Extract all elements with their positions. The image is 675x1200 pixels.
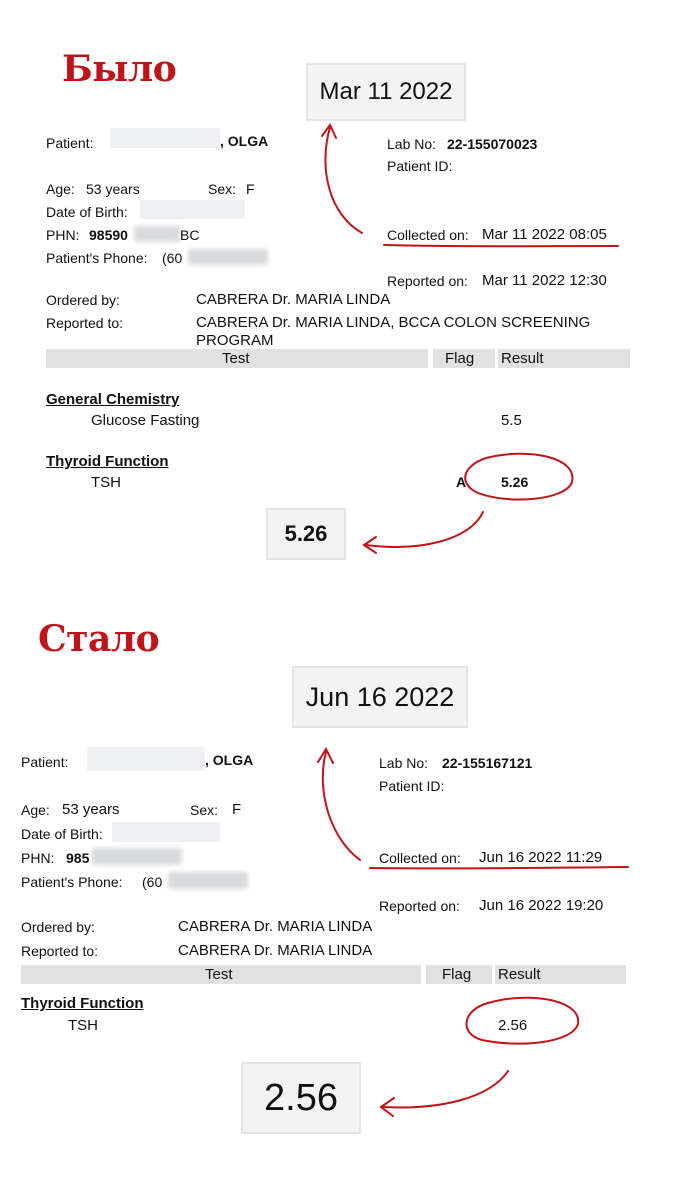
before-collected-underline bbox=[384, 245, 618, 246]
before-section-general-chemistry: General Chemistry bbox=[46, 391, 180, 408]
after-dob-redaction bbox=[112, 822, 220, 842]
after-phn: 985 bbox=[66, 850, 90, 866]
before-phn: 98590 bbox=[89, 227, 128, 243]
before-result-arrowhead bbox=[364, 537, 376, 553]
after-date-arrow bbox=[323, 752, 360, 860]
after-phone-label: Patient's Phone: bbox=[21, 874, 123, 890]
after-result-arrowhead bbox=[381, 1098, 394, 1116]
after-patient-id-label: Patient ID: bbox=[379, 778, 445, 794]
after-reported-to-label: Reported to: bbox=[21, 943, 99, 959]
after-col-flag: Flag bbox=[442, 966, 472, 983]
after-col-flag-bar bbox=[426, 965, 492, 984]
after-col-test-bar bbox=[21, 965, 421, 984]
after-age: 53 years bbox=[62, 801, 120, 818]
before-age-label: Age: bbox=[46, 181, 75, 197]
after-date-callout-text: Jun 16 2022 bbox=[305, 681, 455, 712]
after-patient-label: Patient: bbox=[21, 754, 69, 770]
before-ordered-by-label: Ordered by: bbox=[46, 292, 120, 308]
after-result-callout-text: 2.56 bbox=[264, 1076, 338, 1119]
before-reported-label: Reported on: bbox=[387, 273, 468, 289]
before-phone-redaction bbox=[188, 249, 268, 265]
after-patient-name: , OLGA bbox=[205, 752, 254, 768]
after-age-label: Age: bbox=[21, 802, 50, 818]
before-result-callout bbox=[266, 508, 346, 560]
after-lab-no: 22-155167121 bbox=[442, 755, 533, 771]
before-reported-to-cont: PROGRAM bbox=[196, 332, 274, 349]
before-reported: Mar 11 2022 12:30 bbox=[482, 272, 607, 289]
before-ordered-by: CABRERA Dr. MARIA LINDA bbox=[196, 291, 391, 308]
after-test-tsh: TSH bbox=[68, 1017, 98, 1034]
before-phn-redaction bbox=[134, 226, 180, 242]
before-date-callout-text: Mar 11 2022 bbox=[319, 78, 453, 105]
before-result-callout-text: 5.26 bbox=[284, 521, 328, 546]
before-col-flag: Flag bbox=[445, 350, 475, 367]
after-phone: (60 bbox=[142, 874, 163, 890]
after-col-result-bar bbox=[495, 965, 626, 984]
before-phone: (60 bbox=[162, 250, 183, 266]
before-date-callout bbox=[306, 63, 466, 121]
before-result-tsh: 5.26 bbox=[501, 474, 529, 490]
after-section-thyroid: Thyroid Function bbox=[21, 995, 144, 1012]
after-reported-to: CABRERA Dr. MARIA LINDA bbox=[178, 942, 373, 959]
after-ordered-by-label: Ordered by: bbox=[21, 919, 95, 935]
before-date-arrowhead bbox=[322, 125, 336, 138]
after-collected-underline bbox=[370, 867, 628, 868]
after-ordered-by: CABRERA Dr. MARIA LINDA bbox=[178, 918, 373, 935]
before-lab-no-label: Lab No: bbox=[387, 136, 437, 152]
before-lab-no: 22-155070023 bbox=[447, 136, 538, 152]
after-col-test: Test bbox=[205, 966, 233, 983]
before-reported-to: CABRERA Dr. MARIA LINDA, BCCA COLON SCREENING bbox=[196, 314, 591, 331]
after-heading: Стало bbox=[38, 618, 160, 660]
before-dob-label: Date of Birth: bbox=[46, 204, 128, 220]
before-heading: Было bbox=[62, 48, 177, 90]
before-patient-name: , OLGA bbox=[220, 133, 269, 149]
before-collected: Mar 11 2022 08:05 bbox=[482, 226, 607, 243]
before-sex: F bbox=[246, 181, 255, 197]
before-section-thyroid: Thyroid Function bbox=[46, 453, 169, 470]
after-sex-label: Sex: bbox=[190, 802, 219, 818]
before-test-tsh: TSH bbox=[91, 474, 121, 491]
after-sex: F bbox=[232, 801, 242, 818]
after-phn-label: PHN: bbox=[21, 850, 55, 866]
after-result-arrow bbox=[384, 1071, 508, 1107]
after-collected-label: Collected on: bbox=[379, 850, 461, 866]
after-phone-redaction bbox=[168, 872, 248, 889]
before-patient-redaction bbox=[110, 128, 220, 148]
after-reported-label: Reported on: bbox=[379, 898, 460, 914]
before-collected-label: Collected on: bbox=[387, 227, 469, 243]
before-result-glucose: 5.5 bbox=[501, 412, 522, 429]
before-date-arrow bbox=[325, 127, 362, 233]
before-result-arrow bbox=[366, 512, 483, 547]
before-dob-redaction bbox=[140, 200, 245, 219]
before-col-result: Result bbox=[501, 350, 544, 367]
after-lab-no-label: Lab No: bbox=[379, 755, 429, 771]
after-patient-redaction bbox=[87, 747, 205, 771]
after-phn-redaction bbox=[92, 848, 182, 865]
before-patient-label: Patient: bbox=[46, 135, 94, 151]
after-date-callout bbox=[292, 666, 468, 728]
before-patient-id-label: Patient ID: bbox=[387, 158, 453, 174]
before-age: 53 years bbox=[86, 181, 140, 197]
before-flag-tsh: A bbox=[456, 474, 467, 490]
before-test-glucose: Glucose Fasting bbox=[91, 412, 200, 429]
before-reported-to-label: Reported to: bbox=[46, 315, 124, 331]
before-phone-label: Patient's Phone: bbox=[46, 250, 148, 266]
after-collected: Jun 16 2022 11:29 bbox=[479, 849, 603, 866]
after-col-result: Result bbox=[498, 966, 541, 983]
after-reported: Jun 16 2022 19:20 bbox=[479, 897, 604, 914]
before-phn-label: PHN: bbox=[46, 227, 80, 243]
after-result-callout bbox=[241, 1062, 361, 1134]
after-date-arrowhead bbox=[318, 749, 333, 763]
before-col-test-bar bbox=[46, 349, 428, 368]
before-col-test: Test bbox=[222, 350, 250, 367]
after-result-tsh: 2.56 bbox=[498, 1017, 528, 1034]
before-sex-label: Sex: bbox=[208, 181, 237, 197]
before-col-flag-bar bbox=[433, 349, 495, 368]
before-phn-suffix: BC bbox=[180, 227, 200, 243]
after-dob-label: Date of Birth: bbox=[21, 826, 103, 842]
before-col-result-bar bbox=[498, 349, 630, 368]
